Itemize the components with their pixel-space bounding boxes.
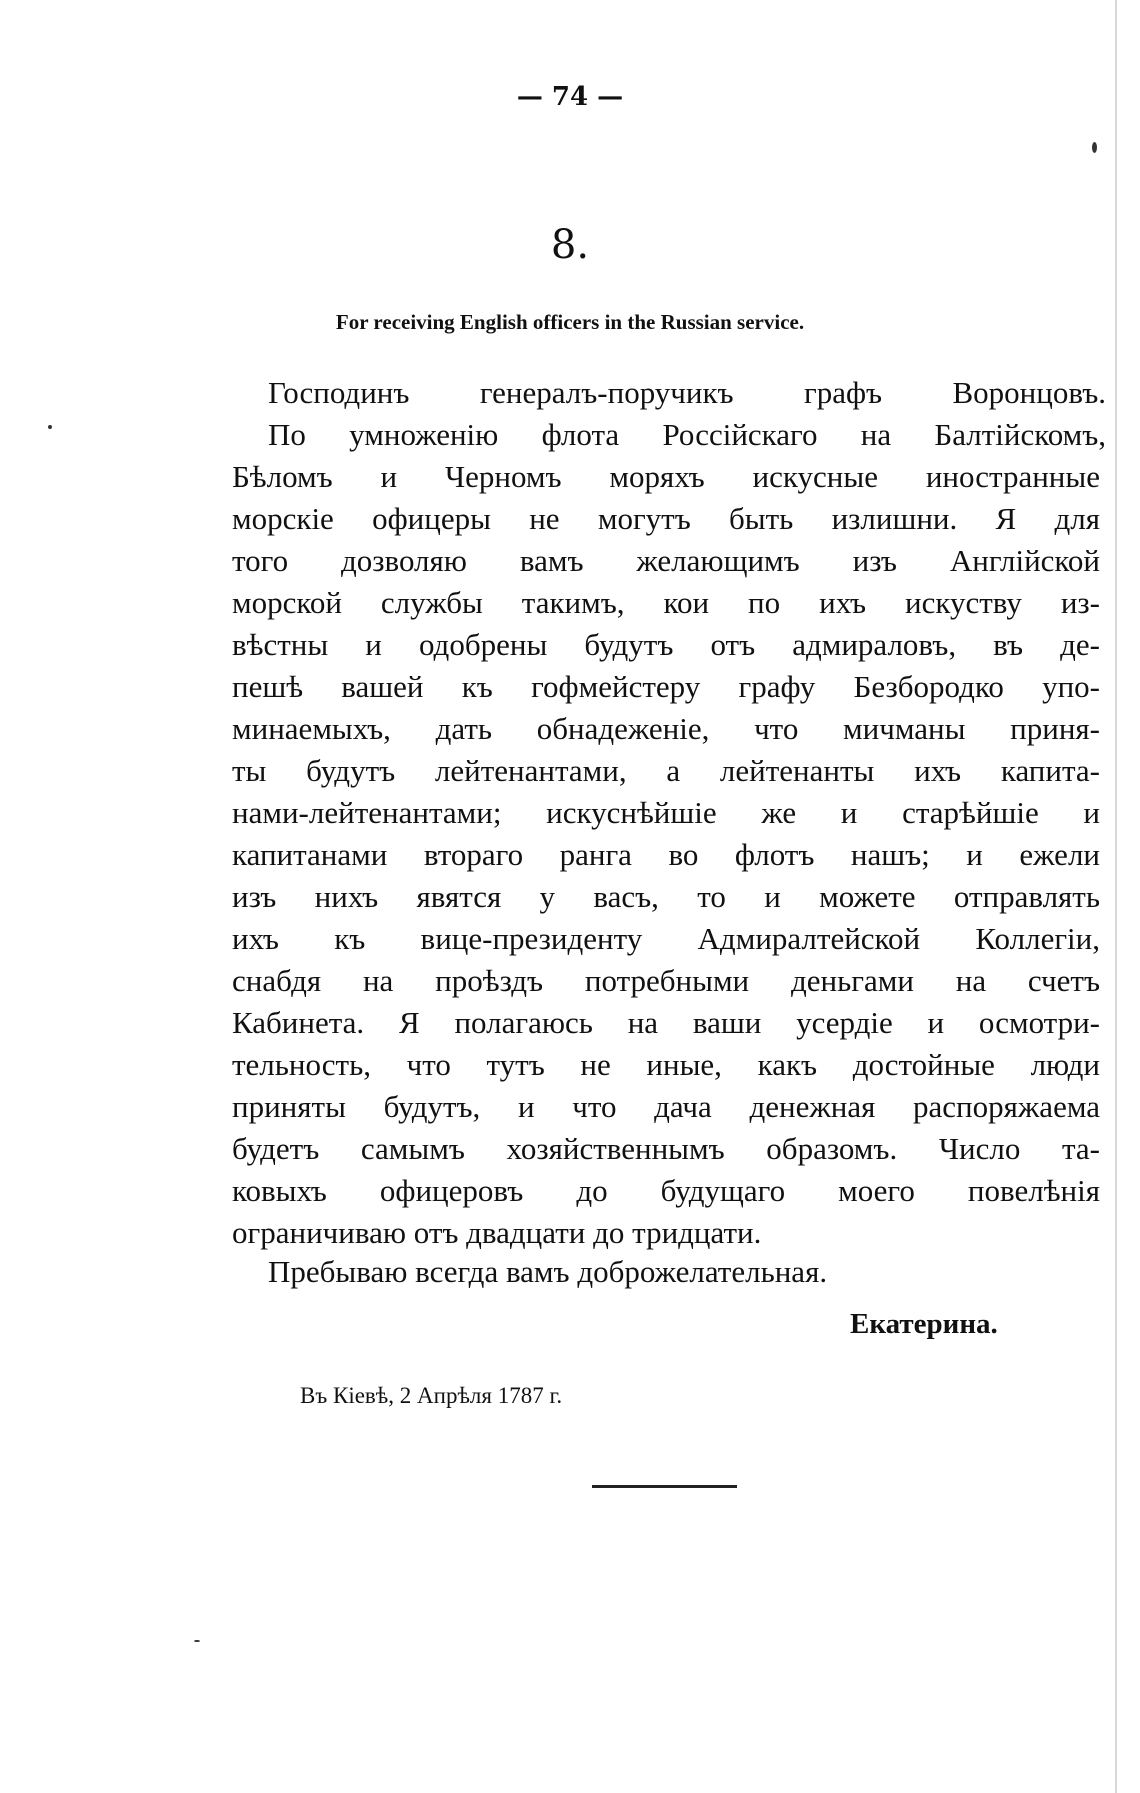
page-number: — 74 —: [516, 82, 624, 112]
letter-line: приняты будутъ, и что дача денежная распоряжаема: [232, 1089, 1100, 1124]
letter-line: ковыхъ офицеровъ до будущаго моего повелѣнія: [232, 1173, 1100, 1208]
ink-speck: [1092, 142, 1097, 153]
letter-line: ихъ къ вице-президенту Адмиралтейской Коллегіи,: [232, 921, 1100, 956]
letter-line: нами-лейтенантами; искуснѣйшіе же и старѣйшіе и: [232, 795, 1100, 830]
letter-line: Кабинета. Я полагаюсь на ваши усердіе и осмотри-: [232, 1005, 1100, 1040]
page-edge-line: [1115, 0, 1117, 1793]
letter-line: Бѣломъ и Черномъ моряхъ искусные иностранные: [232, 459, 1100, 494]
letter-line: будетъ самымъ хозяйственнымъ образомъ. Число та-: [232, 1131, 1100, 1166]
letter-line: минаемыхъ, дать обнадеженіе, что мичманы приня-: [232, 711, 1100, 746]
ink-speck: [194, 1640, 200, 1642]
section-end-rule: [592, 1485, 737, 1488]
letter-line: того дозволяю вамъ желающимъ изъ Англійской: [232, 543, 1100, 578]
signature: Екатерина.: [850, 1308, 998, 1340]
section-number: 8.: [550, 222, 590, 268]
letter-body: [232, 372, 1106, 1254]
letter-line: тельность, что тутъ не иные, какъ достойные люди: [232, 1047, 1100, 1082]
letter-line: морскіе офицеры не могутъ быть излишни. Я для: [232, 501, 1100, 536]
ink-speck: [48, 425, 52, 429]
letter-line: морской службы такимъ, кои по ихъ искуству из-: [232, 585, 1100, 620]
letter-line: Господинъ генералъ-поручикъ графъ Воронцовъ.: [268, 375, 1106, 410]
letter-line: вѣстны и одобрены будутъ отъ адмираловъ, въ де-: [232, 627, 1100, 662]
letter-line: пешѣ вашей къ гофмейстеру графу Безбородко упо-: [232, 669, 1100, 704]
letter-line: ограничиваю отъ двадцати до тридцати.: [232, 1215, 762, 1250]
section-heading: For receiving English officers in the Russian service.: [335, 310, 805, 334]
letter-closing: Пребываю всегда вамъ доброжелательная.: [268, 1254, 828, 1289]
letter-line: ты будутъ лейтенантами, а лейтенанты ихъ капита-: [232, 753, 1100, 788]
letter-line: изъ нихъ явятся у васъ, то и можете отправлять: [232, 879, 1100, 914]
letter-line: По умноженію флота Россійскаго на Балтійскомъ,: [268, 417, 1106, 452]
letter-line: капитанами втораго ранга во флотъ нашъ; и ежели: [232, 837, 1100, 872]
letter-line: снабдя на проѣздъ потребными деньгами на счетъ: [232, 963, 1100, 998]
date-place-line: Въ Кіевѣ, 2 Апрѣля 1787 г.: [300, 1383, 563, 1408]
